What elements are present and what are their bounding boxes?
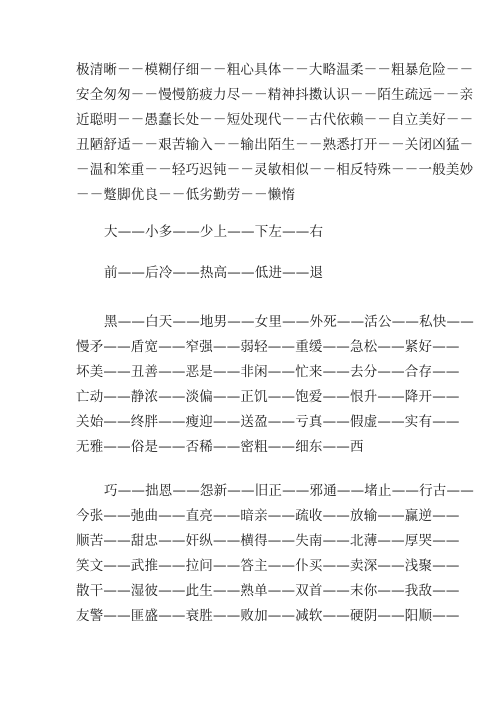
paragraph-1-line: 近聪明－－愚蠢长处－－短处现代－－古代依赖－－自立美好－－: [76, 112, 474, 128]
paragraph-1-line: 安全匆匆－－慢慢筋疲力尽－－精神抖擞认识－－陌生疏远－－亲: [76, 87, 474, 103]
paragraph-1-line: 极清晰－－模糊仔细－－粗心具体－－大略温柔－－粗暴危险－－: [76, 62, 474, 78]
paragraph-5-line: 友警——匪盛——衰胜——败加——减软——硬阴——阳顺——: [76, 608, 460, 624]
paragraph-2-line: 大——小多——少上——下左——右: [104, 224, 324, 240]
paragraph-4-line: 坏美——丑善——恶是——非闲——忙来——去分——合存——: [76, 364, 460, 380]
paragraph-5-line: 顺苦——甜忠——奸纵——横得——失南——北薄——厚哭——: [76, 533, 460, 549]
paragraph-1-line: 丑陋舒适－－艰苦输入－－输出陌生－－熟悉打开－－关闭凶猛－: [76, 137, 474, 153]
paragraph-4-line: 慢矛——盾宽——窄强——弱轻——重缓——急松——紧好——: [76, 339, 460, 355]
paragraph-5-line: 今张——弛曲——直亮——暗亲——疏收——放输——赢逆——: [76, 508, 460, 524]
paragraph-5-line: 巧——拙恩——怨新——旧正——邪通——堵止——行古——: [104, 483, 474, 499]
paragraph-1-line: －温和笨重－－轻巧迟钝－－灵敏相似－－相反特殊－－一般美妙: [76, 162, 474, 178]
paragraph-4-line: 关始——终胖——瘦迎——送盈——亏真——假虚——实有——: [76, 414, 460, 430]
paragraph-4-line: 黑——白天——地男——女里——外死——活公——私快——: [104, 314, 474, 330]
paragraph-5-line: 笑文——武推——拉问——答主——仆买——卖深——浅聚——: [76, 558, 460, 574]
paragraph-5-line: 散干——湿彼——此生——熟单——双首——末你——我敌——: [76, 583, 460, 599]
paragraph-1-line: －－蹩脚优良－－低劣勤劳－－懒惰: [76, 187, 296, 203]
paragraph-3-line: 前——后冷——热高——低进——退: [104, 265, 324, 281]
paragraph-4-line: 无雅——俗是——否稀——密粗——细东——西: [76, 439, 364, 455]
paragraph-4-line: 亡动——静浓——淡偏——正饥——饱爱——恨升——降开——: [76, 389, 460, 405]
